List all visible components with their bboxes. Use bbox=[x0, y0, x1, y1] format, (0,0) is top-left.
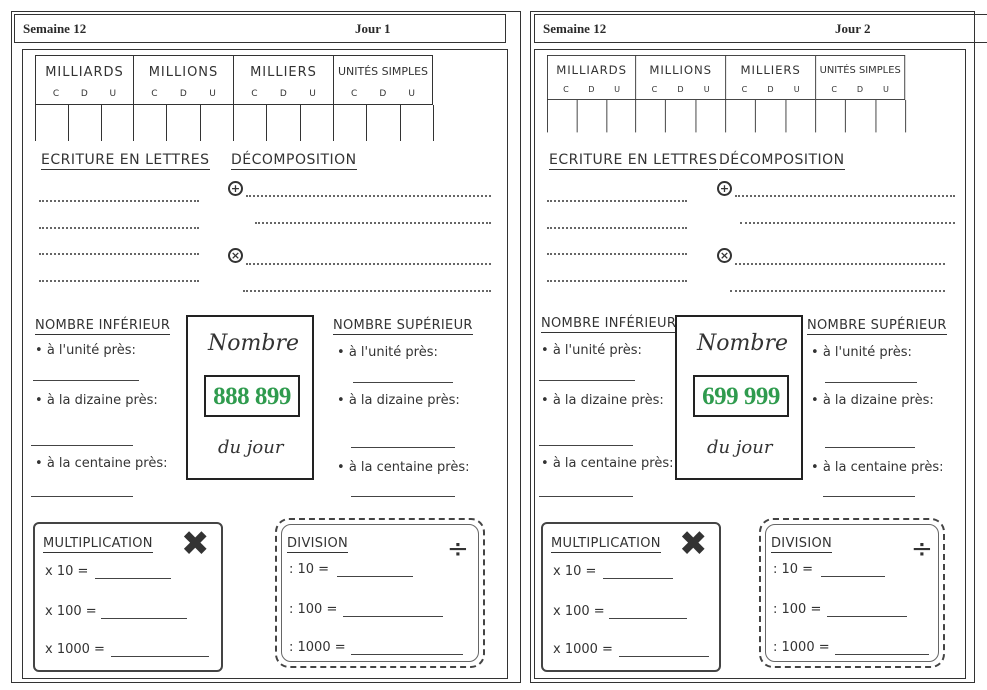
week-label: Semaine 12 bbox=[23, 21, 87, 36]
group-label: MILLIONS bbox=[649, 64, 712, 78]
group-label: MILLIARDS bbox=[45, 65, 124, 80]
group-unites bbox=[333, 55, 433, 105]
day-label: Jour 1 bbox=[355, 21, 391, 36]
answer-line bbox=[539, 496, 633, 497]
upper-number-title: NOMBRE SUPÉRIEUR bbox=[807, 318, 947, 333]
answer-line bbox=[31, 496, 133, 497]
number-value: 888 899 bbox=[213, 383, 291, 410]
div-item: : 10 = bbox=[289, 562, 330, 577]
number-of-day-box bbox=[186, 315, 314, 480]
week-label: Semaine 12 bbox=[543, 21, 607, 36]
group-label: MILLIARDS bbox=[556, 64, 627, 78]
div-item: : 1000 = bbox=[773, 640, 830, 655]
answer-line bbox=[343, 616, 443, 617]
dotted-line bbox=[246, 195, 491, 197]
group-millions bbox=[635, 55, 725, 100]
answer-line bbox=[825, 382, 917, 383]
multiplication-title: MULTIPLICATION bbox=[43, 536, 153, 551]
col-c: C bbox=[831, 85, 838, 95]
dotted-line bbox=[547, 200, 687, 202]
dotted-line bbox=[547, 253, 687, 255]
plus-icon: + bbox=[228, 181, 243, 196]
times-icon: × bbox=[228, 248, 243, 263]
dotted-line bbox=[547, 280, 687, 282]
hundred-label: à la centaine près: bbox=[822, 460, 944, 475]
mul-item: x 100 = bbox=[553, 604, 605, 619]
answer-line bbox=[337, 576, 413, 577]
answer-line bbox=[619, 656, 709, 657]
divide-icon: ÷ bbox=[911, 534, 933, 564]
panel-day-1 bbox=[11, 11, 499, 683]
unit-label: à l'unité près: bbox=[348, 345, 438, 360]
ten-label: à la dizaine près: bbox=[822, 393, 934, 408]
answer-line bbox=[827, 616, 907, 617]
answer-line bbox=[351, 447, 455, 448]
decomposition-title: DÉCOMPOSITION bbox=[231, 152, 357, 168]
group-milliards bbox=[547, 55, 635, 100]
group-label: UNITÉS SIMPLES bbox=[819, 64, 901, 76]
division-box bbox=[759, 518, 945, 668]
answer-line bbox=[835, 654, 929, 655]
answer-line bbox=[539, 380, 635, 381]
group-label: MILLIERS bbox=[250, 65, 317, 80]
dotted-line bbox=[730, 290, 945, 292]
dotted-line bbox=[735, 195, 955, 197]
panel-separator bbox=[520, 11, 531, 683]
place-value-table bbox=[35, 55, 435, 141]
group-unites bbox=[815, 55, 905, 100]
col-d: D bbox=[767, 85, 774, 95]
answer-line bbox=[539, 445, 633, 446]
div-item: : 100 = bbox=[773, 602, 822, 617]
writing-title: ECRITURE EN LETTRES bbox=[41, 152, 210, 168]
col-c: C bbox=[563, 85, 569, 95]
answer-line bbox=[33, 380, 139, 381]
mul-item: x 10 = bbox=[45, 564, 89, 579]
answer-line bbox=[101, 618, 187, 619]
col-u: U bbox=[309, 89, 316, 99]
writing-title: ECRITURE EN LETTRES bbox=[549, 152, 718, 168]
ten-label: à la dizaine près: bbox=[46, 393, 158, 408]
unit-label: à l'unité près: bbox=[552, 343, 642, 358]
exercise-sheet: MILLIARDS C D U MILLIONS C D U MILLIERS C D U UNITÉS SIMPLES C D U ECRITURE EN LETTRES DÉCOMPOSITION + × NOMBRE INFÉRIEUR • à l'unité près: • à la dizaine près: • à la centaine près: Nombre 888 899 du jour NOMBRE SUPÉRIEUR • à l'unité près: • à la dizaine près: • à la centaine près: MULTIPLICATION ✖ x 10 = x 100 = x 1000 = DIVISION ÷ : 10 = : 100 = : 1000 = bbox=[22, 49, 508, 679]
group-milliards bbox=[35, 55, 133, 105]
col-u: U bbox=[793, 85, 800, 95]
division-box bbox=[275, 518, 485, 668]
col-d: D bbox=[588, 85, 595, 95]
unit-label: à l'unité près: bbox=[46, 343, 136, 358]
answer-line bbox=[603, 578, 673, 579]
col-d: D bbox=[677, 85, 684, 95]
nombre-label: Nombre bbox=[208, 331, 299, 356]
group-millions bbox=[133, 55, 233, 105]
number-frame bbox=[204, 375, 300, 417]
col-u: U bbox=[883, 85, 889, 95]
col-u: U bbox=[614, 85, 621, 95]
dotted-line bbox=[547, 227, 687, 229]
multiply-icon: ✖ bbox=[679, 524, 708, 564]
col-d: D bbox=[279, 89, 287, 99]
hundred-label: à la centaine près: bbox=[552, 456, 674, 471]
col-c: C bbox=[151, 89, 158, 99]
col-c: C bbox=[251, 89, 258, 99]
group-milliers bbox=[233, 55, 333, 105]
col-u: U bbox=[109, 89, 117, 99]
dotted-line bbox=[740, 222, 955, 224]
number-of-day-box bbox=[675, 315, 803, 480]
dotted-line bbox=[39, 227, 199, 229]
du-jour-label: du jour bbox=[218, 437, 284, 458]
day-label: Jour 2 bbox=[835, 21, 871, 36]
dotted-line bbox=[243, 290, 491, 292]
dotted-line bbox=[39, 253, 199, 255]
upper-number-title: NOMBRE SUPÉRIEUR bbox=[333, 318, 473, 333]
hundred-label: à la centaine près: bbox=[348, 460, 470, 475]
dotted-line bbox=[735, 263, 945, 265]
group-label: UNITÉS SIMPLES bbox=[337, 65, 429, 78]
col-d: D bbox=[379, 89, 387, 99]
mul-item: x 100 = bbox=[45, 604, 97, 619]
col-u: U bbox=[408, 89, 415, 99]
lower-number-title: NOMBRE INFÉRIEUR bbox=[35, 318, 171, 333]
div-item: : 10 = bbox=[773, 562, 814, 577]
panel-day-2 bbox=[531, 11, 987, 683]
answer-line bbox=[823, 496, 915, 497]
dotted-line bbox=[39, 280, 199, 282]
multiplication-title: MULTIPLICATION bbox=[551, 536, 661, 551]
answer-line bbox=[95, 578, 171, 579]
answer-line bbox=[825, 447, 915, 448]
col-c: C bbox=[741, 85, 748, 95]
col-d: D bbox=[856, 85, 864, 95]
col-d: D bbox=[80, 89, 88, 99]
answer-line bbox=[31, 445, 133, 446]
du-jour-label: du jour bbox=[707, 437, 773, 458]
exercise-sheet: MILLIARDS C D U MILLIONS C D U MILLIERS C D U UNITÉS SIMPLES C D U ECRITURE EN LETTRES DÉCOMPOSITION + × NOMBRE INFÉRIEUR • à l'unité près: • à la dizaine près: • à la centaine près: Nombre 699 999 du jour NOMBRE SUPÉRIEUR • à l'unité près: • à la dizaine près: • à la centaine près: MULTIPLICATION ✖ x 10 = x 100 = x 1000 = DIVISION ÷ : 10 = : 100 = : 1000 = bbox=[534, 49, 966, 679]
divide-icon: ÷ bbox=[447, 534, 469, 564]
place-value-table bbox=[547, 55, 907, 132]
panel-header bbox=[14, 14, 506, 43]
multiplication-box bbox=[541, 522, 721, 672]
group-label: MILLIERS bbox=[740, 64, 801, 78]
group-milliers bbox=[725, 55, 815, 100]
ten-label: à la dizaine près: bbox=[348, 393, 460, 408]
unit-label: à l'unité près: bbox=[822, 345, 912, 360]
ten-label: à la dizaine près: bbox=[552, 393, 664, 408]
group-label: MILLIONS bbox=[148, 65, 219, 80]
col-c: C bbox=[351, 89, 358, 99]
div-item: : 100 = bbox=[289, 602, 338, 617]
answer-line bbox=[353, 382, 453, 383]
lower-number-title: NOMBRE INFÉRIEUR bbox=[541, 316, 677, 331]
col-c: C bbox=[52, 89, 60, 99]
div-item: : 1000 = bbox=[289, 640, 346, 655]
col-u: U bbox=[209, 89, 216, 99]
decomposition-title: DÉCOMPOSITION bbox=[719, 152, 845, 168]
answer-line bbox=[821, 576, 885, 577]
number-frame bbox=[693, 375, 789, 417]
plus-icon: + bbox=[717, 181, 732, 196]
division-title: DIVISION bbox=[771, 536, 833, 551]
answer-line bbox=[351, 654, 463, 655]
multiplication-box bbox=[33, 522, 223, 672]
hundred-label: à la centaine près: bbox=[46, 456, 168, 471]
number-value: 699 999 bbox=[702, 383, 780, 410]
col-u: U bbox=[703, 85, 710, 95]
times-icon: × bbox=[717, 248, 732, 263]
answer-line bbox=[111, 656, 209, 657]
panel-header bbox=[534, 14, 987, 43]
col-d: D bbox=[179, 89, 187, 99]
answer-line bbox=[351, 496, 455, 497]
mul-item: x 1000 = bbox=[553, 642, 613, 657]
dotted-line bbox=[39, 200, 199, 202]
multiply-icon: ✖ bbox=[181, 524, 210, 564]
mul-item: x 10 = bbox=[553, 564, 597, 579]
dotted-line bbox=[246, 263, 491, 265]
nombre-label: Nombre bbox=[697, 331, 788, 356]
answer-line bbox=[609, 618, 687, 619]
mul-item: x 1000 = bbox=[45, 642, 105, 657]
division-title: DIVISION bbox=[287, 536, 349, 551]
dotted-line bbox=[255, 222, 491, 224]
col-c: C bbox=[651, 85, 658, 95]
